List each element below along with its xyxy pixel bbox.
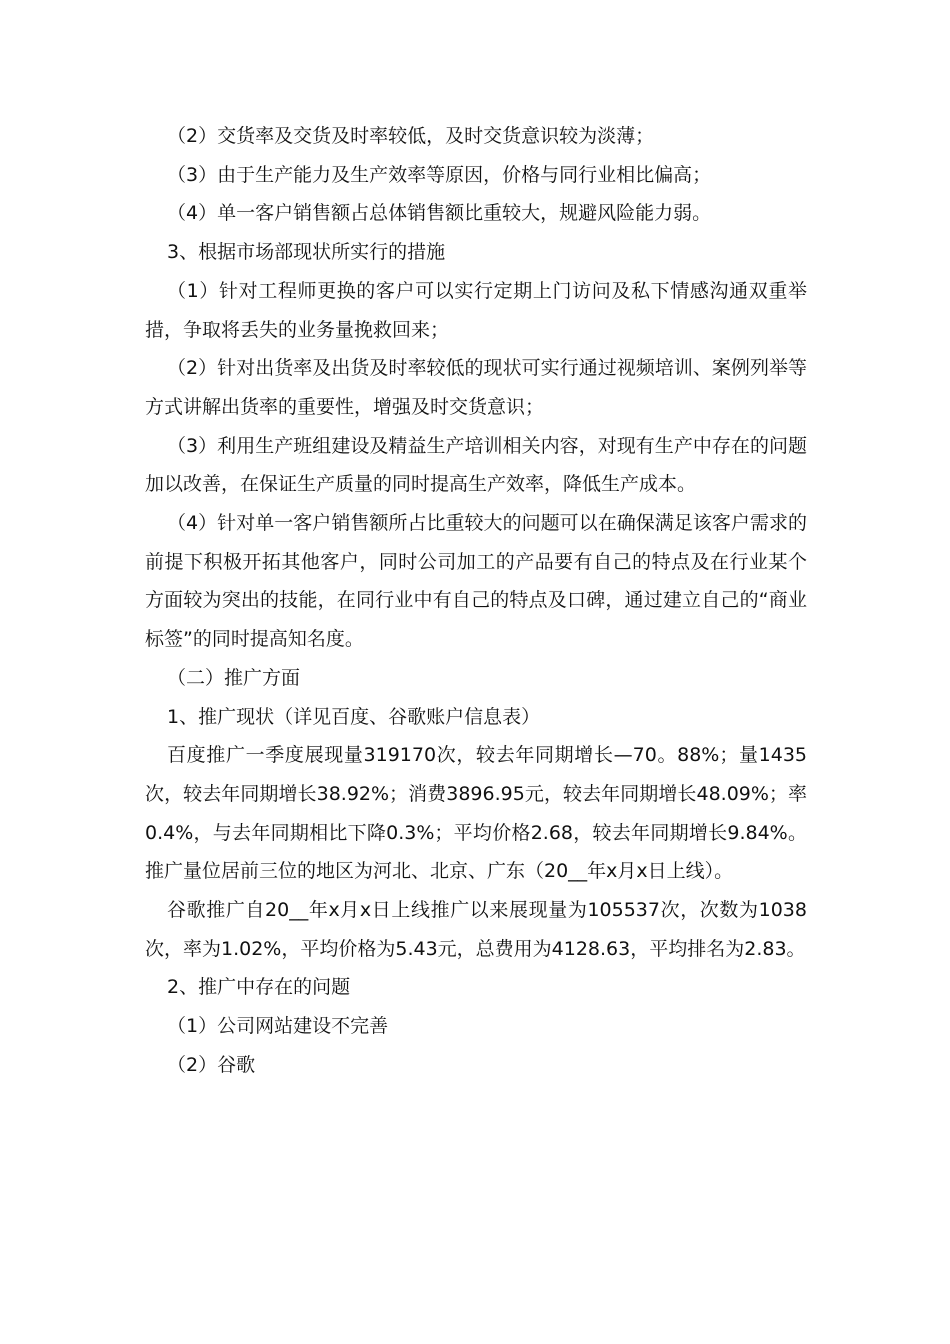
paragraph-single-customer: （4）单一客户销售额占总体销售额比重较大，规避风险能力弱。	[167, 202, 712, 225]
paragraph-baidu-stats: 百度推广一季度展现量319170次，较去年同期增长—70。88%；量1435次，较去年同期增长38.92%；消费3896.95元，较去年同期增长48.09%；率0.4%，与去年同期相比下降0.3%；平均价格2.68，较去年同期增长9.84%。推广量位居前三位的地区为河北、北京、广东（20__年x月x日上线）。	[145, 744, 807, 883]
section-heading-promotion-issues: 2、推广中存在的问题	[167, 976, 351, 999]
paragraph-delivery-rate: （2）交货率及交货及时率较低，及时交货意识较为淡薄；	[167, 125, 655, 147]
paragraph-price: （3）由于生产能力及生产效率等原因，价格与同行业相比偏高；	[167, 163, 712, 186]
document-body	[145, 117, 807, 1085]
paragraph-measure-1: （1）针对工程师更换的客户可以实行定期上门访问及私下情感沟通双重举措，争取将丢失的业务量挽救回来；	[145, 279, 807, 341]
paragraph-measure-2: （2）针对出货率及出货及时率较低的现状可实行通过视频培训、案例列举等方式讲解出货率的重要性，增强及时交货意识；	[145, 357, 807, 418]
paragraph-issue-1: （1）公司网站建设不完善	[167, 1015, 389, 1038]
section-heading-measures: 3、根据市场部现状所实行的措施	[167, 241, 446, 264]
section-heading-promotion: （二）推广方面	[167, 666, 301, 689]
paragraph-measure-3: （3）利用生产班组建设及精益生产培训相关内容，对现有生产中存在的问题加以改善，在保证生产质量的同时提高生产效率，降低生产成本。	[145, 434, 807, 496]
section-heading-promotion-status: 1、推广现状（详见百度、谷歌账户信息表）	[167, 705, 541, 728]
paragraph-google-stats: 谷歌推广自20__年x月x日上线推广以来展现量为105537次，次数为1038次，率为1.02%，平均价格为5.43元，总费用为4128.63，平均排名为2.83。	[145, 899, 807, 960]
paragraph-measure-4: （4）针对单一客户销售额所占比重较大的问题可以在确保满足该客户需求的前提下积极开拓其他客户，同时公司加工的产品要有自己的特点及在行业某个方面较为突出的技能，在同行业中有自己的特点及口碑，通过建立自己的“商业标签”的同时提高知名度。	[145, 512, 807, 651]
paragraph-issue-2: （2）谷歌	[167, 1053, 256, 1076]
